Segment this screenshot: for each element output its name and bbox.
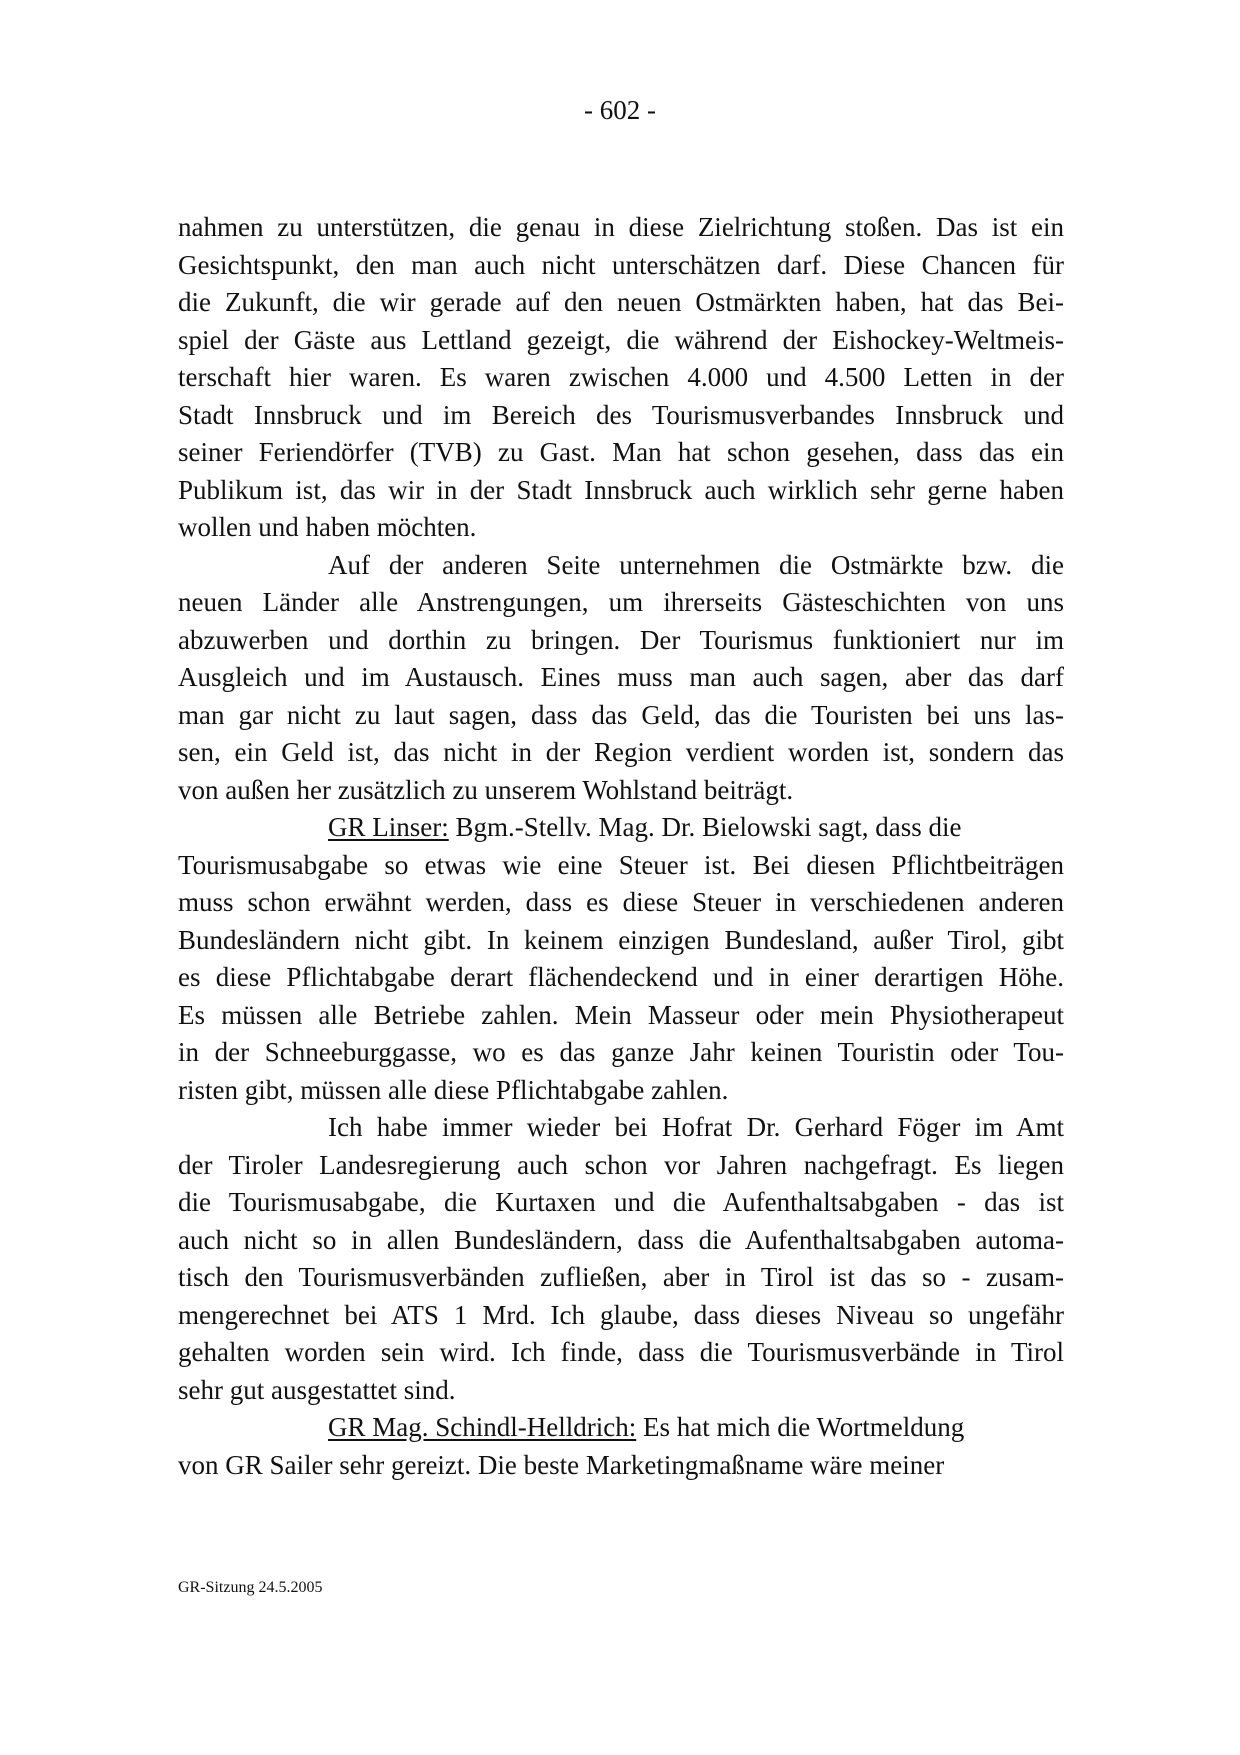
text-line: Bundesländern nicht gibt. In keinem einzigen Bundesland, außer Tirol, gibt xyxy=(178,924,1064,955)
speaker-name: GR Linser: xyxy=(328,812,449,842)
page-number: - 602 - xyxy=(584,95,656,125)
text-line: Publikum ist, das wir in der Stadt Innsbruck auch wirklich sehr gerne haben xyxy=(178,474,1064,505)
text-line: seiner Feriendörfer (TVB) zu Gast. Man hat schon gesehen, dass das ein xyxy=(178,437,1064,467)
text-line: wollen und haben möchten. xyxy=(178,512,477,542)
text-line: die Tourismusabgabe, die Kurtaxen und die Aufenthaltsabgaben - das ist xyxy=(178,1187,1064,1217)
text-line: nahmen zu unterstützen, die genau in diese Zielrichtung stoßen. Das ist ein xyxy=(178,212,1064,242)
text-line: mengerechnet bei ATS 1 Mrd. Ich glaube, dass dieses Niveau so ungefähr xyxy=(178,1299,1064,1330)
text-line: Es müssen alle Betriebe zahlen. Mein Masseur oder mein Physiotherapeut xyxy=(178,999,1064,1030)
speaker-text: Es hat mich die Wortmeldung xyxy=(636,1412,965,1442)
text-line: von GR Sailer sehr gereizt. Die beste Marketingmaßname wäre meiner xyxy=(178,1449,945,1480)
text-line: sen, ein Geld ist, das nicht in der Region verdient worden ist, sondern das xyxy=(178,737,1064,767)
body-text xyxy=(178,209,1064,1484)
text-line: terschaft hier waren. Es waren zwischen 4.000 und 4.500 Letten in der xyxy=(178,362,1064,392)
text-line: von außen her zusätzlich zu unserem Wohlstand beiträgt. xyxy=(178,774,794,805)
text-line: Gesichtspunkt, den man auch nicht unterschätzen darf. Diese Chancen für xyxy=(178,249,1064,280)
text-line: es diese Pflichtabgabe derart flächendeckend und in einer derartigen Höhe. xyxy=(178,962,1064,992)
speaker-line xyxy=(178,809,1064,847)
text-line: die Zukunft, die wir gerade auf den neuen Ostmärkten haben, hat das Bei- xyxy=(178,287,1064,317)
text-line: Stadt Innsbruck und im Bereich des Tourismusverbandes Innsbruck und xyxy=(178,399,1064,430)
footer-session: GR-Sitzung 24.5.2005 xyxy=(178,1579,323,1596)
speaker-line xyxy=(178,1409,1064,1447)
text-line: gehalten worden sein wird. Ich finde, dass die Tourismusverbände in Tirol xyxy=(178,1337,1064,1367)
text-line: muss schon erwähnt werden, dass es diese Steuer in verschiedenen anderen xyxy=(178,887,1064,917)
text-line: Tourismusabgabe so etwas wie eine Steuer ist. Bei diesen Pflichtbeiträgen xyxy=(178,849,1064,880)
speaker-text: Bgm.-Stellv. Mag. Dr. Bielowski sagt, dass die xyxy=(448,812,962,842)
text-line: in der Schneeburggasse, wo es das ganze Jahr keinen Touristin oder Tou- xyxy=(178,1037,1064,1067)
text-line: man gar nicht zu laut sagen, dass das Geld, das die Touristen bei uns las- xyxy=(178,699,1064,730)
text-line: sehr gut ausgestattet sind. xyxy=(178,1374,456,1405)
text-line: Auf der anderen Seite unternehmen die Ostmärkte bzw. die xyxy=(328,549,1064,580)
text-line: auch nicht so in allen Bundesländern, dass die Aufenthaltsabgaben automa- xyxy=(178,1224,1064,1255)
text-line: tisch den Tourismusverbänden zufließen, aber in Tirol ist das so - zusam- xyxy=(178,1262,1064,1292)
text-line: abzuwerben und dorthin zu bringen. Der Tourismus funktioniert nur im xyxy=(178,624,1064,655)
text-line: Ich habe immer wieder bei Hofrat Dr. Gerhard Föger im Amt xyxy=(328,1112,1064,1142)
text-line: Ausgleich und im Austausch. Eines muss man auch sagen, aber das darf xyxy=(178,662,1064,692)
text-line: der Tiroler Landesregierung auch schon vor Jahren nachgefragt. Es liegen xyxy=(178,1149,1064,1180)
text-line: spiel der Gäste aus Lettland gezeigt, die während der Eishockey-Weltmeis- xyxy=(178,324,1064,355)
text-line: risten gibt, müssen alle diese Pflichtabgabe zahlen. xyxy=(178,1074,729,1105)
speaker-name: GR Mag. Schindl-Helldrich: xyxy=(328,1412,637,1442)
text-line: neuen Länder alle Anstrengungen, um ihrerseits Gästeschichten von uns xyxy=(178,587,1064,617)
